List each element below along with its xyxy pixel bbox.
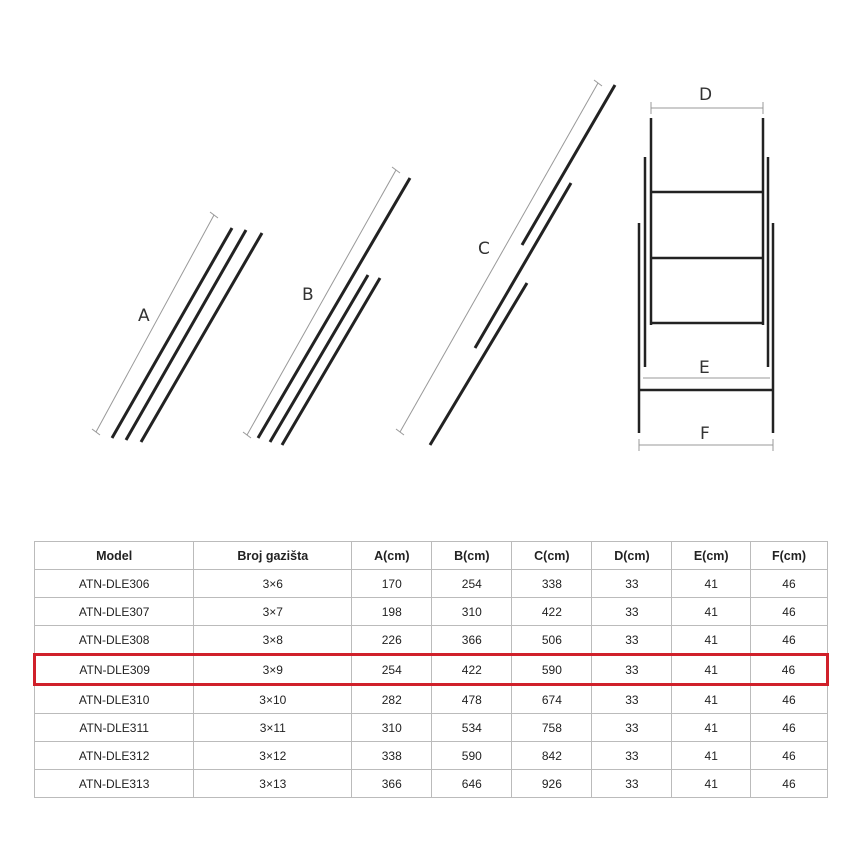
table-cell: 46 [750,714,827,742]
table-cell: 3×6 [194,570,352,598]
table-cell: 254 [352,655,432,685]
table-cell: 842 [512,742,592,770]
table-cell: 3×11 [194,714,352,742]
table-cell: 674 [512,685,592,714]
ladder-rails [112,85,615,445]
specifications-table [33,541,829,798]
table-cell: 41 [672,742,751,770]
label-d: D [699,85,713,105]
table-row [35,598,828,626]
table-cell: 590 [512,655,592,685]
table-cell: 170 [352,570,432,598]
table-cell: 41 [672,626,751,655]
table-cell: 3×9 [194,655,352,685]
table-row [35,770,828,798]
table-row [35,570,828,598]
table-cell: 33 [592,570,672,598]
table-cell: ATN-DLE312 [35,742,194,770]
table-header [35,542,828,570]
table-cell: 33 [592,770,672,798]
table-cell: 478 [432,685,512,714]
table-cell: 33 [592,626,672,655]
table-cell: 33 [592,685,672,714]
column-header: Model [35,542,194,570]
table-cell: 41 [672,570,751,598]
table-row-highlighted [35,655,828,685]
table-cell: 3×8 [194,626,352,655]
table-cell: 226 [352,626,432,655]
table-cell: 646 [432,770,512,798]
table-cell: 3×10 [194,685,352,714]
table-cell: 590 [432,742,512,770]
dimension-lines [92,80,773,451]
column-header: A(cm) [352,542,432,570]
column-header: C(cm) [512,542,592,570]
table-row [35,685,828,714]
table-cell: ATN-DLE311 [35,714,194,742]
column-header: D(cm) [592,542,672,570]
table-cell: 534 [432,714,512,742]
column-header: Broj gazišta [194,542,352,570]
table-cell: 41 [672,770,751,798]
table-cell: 33 [592,714,672,742]
label-e: E [699,358,710,378]
table-cell: 3×13 [194,770,352,798]
table-cell: 33 [592,598,672,626]
table-cell: 310 [352,714,432,742]
table-cell: 338 [512,570,592,598]
table-cell: 926 [512,770,592,798]
table-cell: 758 [512,714,592,742]
table-cell: ATN-DLE309 [35,655,194,685]
table-cell: 46 [750,742,827,770]
table-cell: 338 [352,742,432,770]
label-b: B [302,285,314,305]
table-cell: 506 [512,626,592,655]
table-cell: ATN-DLE313 [35,770,194,798]
table-cell: 41 [672,714,751,742]
table-cell: 422 [512,598,592,626]
table-row [35,714,828,742]
label-f: F [700,424,710,444]
table-cell: 41 [672,598,751,626]
label-c: C [478,239,490,259]
table-cell: 33 [592,655,672,685]
table-cell: 46 [750,655,827,685]
table-cell: 46 [750,685,827,714]
table-cell: 310 [432,598,512,626]
table-cell: 41 [672,655,751,685]
table-cell: 46 [750,770,827,798]
table-cell: ATN-DLE306 [35,570,194,598]
table-cell: 3×7 [194,598,352,626]
table-cell: 41 [672,685,751,714]
table-cell: 282 [352,685,432,714]
table-cell: 33 [592,742,672,770]
table-row [35,626,828,655]
table-row [35,742,828,770]
table-cell: 198 [352,598,432,626]
column-header: F(cm) [750,542,827,570]
table-cell: ATN-DLE308 [35,626,194,655]
column-header: B(cm) [432,542,512,570]
table-cell: 366 [352,770,432,798]
table-cell: 422 [432,655,512,685]
table-cell: 46 [750,598,827,626]
label-a: A [138,306,150,326]
table-cell: 46 [750,570,827,598]
table-cell: ATN-DLE307 [35,598,194,626]
table-cell: 366 [432,626,512,655]
ladder-front-view [639,118,773,433]
column-header: E(cm) [672,542,751,570]
table-cell: 3×12 [194,742,352,770]
table-cell: 46 [750,626,827,655]
table-cell: 254 [432,570,512,598]
table-cell: ATN-DLE310 [35,685,194,714]
